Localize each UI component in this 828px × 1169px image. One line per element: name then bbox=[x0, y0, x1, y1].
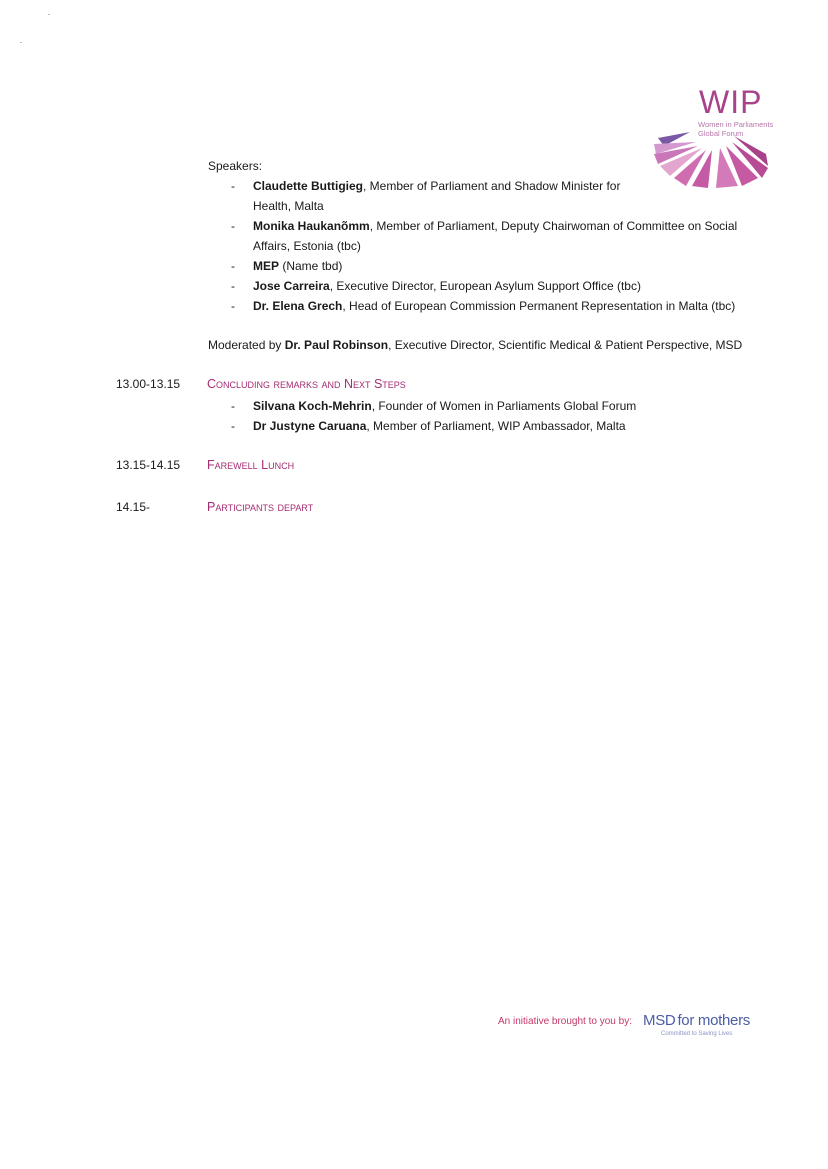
speaker-entry bbox=[253, 276, 641, 296]
moderated-line bbox=[208, 335, 742, 355]
speaker-name: Silvana Koch-Mehrin bbox=[253, 399, 372, 413]
speaker-desc: , Head of European Commission Permanent Representation in Malta (tbc) bbox=[342, 299, 736, 313]
wip-fan-icon bbox=[650, 124, 775, 190]
speaker-name: Claudette Buttigieg bbox=[253, 179, 363, 193]
speaker-entry bbox=[253, 256, 342, 276]
speakers-heading: Speakers: bbox=[208, 159, 263, 173]
speaker-desc: , Founder of Women in Parliaments Global Forum bbox=[371, 399, 637, 413]
wip-logo bbox=[650, 84, 780, 194]
scan-speck bbox=[20, 42, 22, 43]
speaker-name: Monika Haukanõmm bbox=[253, 219, 370, 233]
speaker-desc: (Name tbd) bbox=[279, 259, 343, 273]
speaker-name: Dr. Elena Grech bbox=[253, 299, 343, 313]
speaker-entry bbox=[253, 396, 636, 416]
moderated-prefix: Moderated by bbox=[208, 338, 285, 352]
msd-logo-tagline: Committed to Saving Lives bbox=[661, 1031, 733, 1037]
speaker-desc-cont: Affairs, Estonia (tbc) bbox=[253, 239, 361, 253]
agenda-title: Concluding remarks and Next Steps bbox=[207, 377, 406, 391]
msd-logo-suffix: for mothers bbox=[677, 1012, 750, 1029]
scan-speck bbox=[48, 14, 50, 15]
list-dash: - bbox=[231, 399, 235, 413]
speaker-desc: , Member of Parliament, Deputy Chairwoman of Committee on Social bbox=[369, 219, 738, 233]
msd-for-mothers-logo bbox=[643, 1012, 750, 1037]
agenda-time: 13.00-13.15 bbox=[116, 377, 181, 391]
speaker-entry bbox=[253, 416, 626, 436]
wip-logo-sub-line2: Global Forum bbox=[698, 129, 744, 138]
speaker-desc: , Executive Director, European Asylum Support Office (tbc) bbox=[329, 279, 641, 293]
agenda-time: 13.15-14.15 bbox=[116, 458, 181, 472]
speaker-desc: , Member of Parliament, WIP Ambassador, Malta bbox=[366, 419, 626, 433]
moderator-name: Dr. Paul Robinson bbox=[284, 338, 389, 352]
list-dash: - bbox=[231, 299, 235, 313]
speaker-desc: , Member of Parliament and Shadow Minister for bbox=[363, 179, 621, 193]
msd-logo-prefix: MSD bbox=[643, 1012, 676, 1029]
speaker-entry bbox=[253, 176, 620, 196]
agenda-title: Participants depart bbox=[207, 500, 314, 514]
agenda-title: Farewell Lunch bbox=[207, 458, 295, 472]
wip-logo-word: WIP bbox=[699, 84, 763, 120]
speaker-desc-cont: Health, Malta bbox=[253, 199, 324, 213]
list-dash: - bbox=[231, 259, 235, 273]
list-dash: - bbox=[231, 419, 235, 433]
speaker-entry bbox=[253, 296, 735, 316]
initiative-text: An initiative brought to you by: bbox=[498, 1016, 632, 1027]
moderated-suffix: , Executive Director, Scientific Medical & Patient Perspective, MSD bbox=[388, 338, 743, 352]
speaker-name: Dr Justyne Caruana bbox=[253, 419, 367, 433]
speaker-entry bbox=[253, 216, 737, 236]
speaker-name: MEP bbox=[253, 259, 280, 273]
wip-logo-sub-line1: Women in Parliaments bbox=[698, 120, 774, 129]
list-dash: - bbox=[231, 279, 235, 293]
list-dash: - bbox=[231, 219, 235, 233]
speaker-name: Jose Carreira bbox=[253, 279, 330, 293]
agenda-time: 14.15- bbox=[116, 500, 151, 514]
list-dash: - bbox=[231, 179, 235, 193]
